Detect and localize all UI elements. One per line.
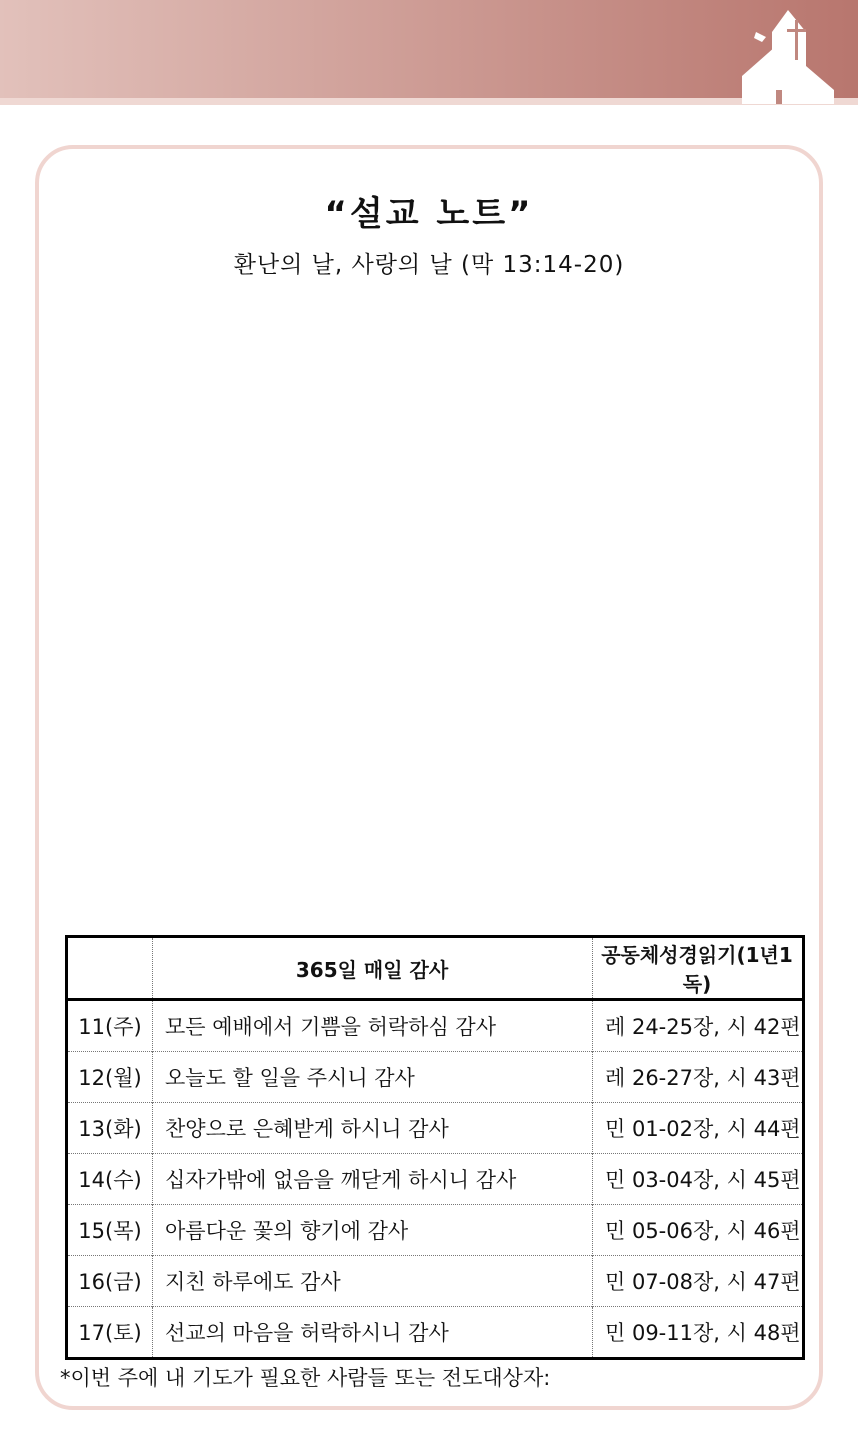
row-thanks: 찬양으로 은혜받게 하시니 감사: [153, 1103, 593, 1154]
row-thanks: 지친 하루에도 감사: [153, 1256, 593, 1307]
row-date: 17(토): [67, 1307, 153, 1359]
table-row: [67, 1052, 804, 1103]
church-icon: [736, 6, 836, 106]
row-thanks: 아름다운 꽃의 향기에 감사: [153, 1205, 593, 1256]
table-row: [67, 1307, 804, 1359]
row-date: 13(화): [67, 1103, 153, 1154]
row-reading: 레 24-25장, 시 42편: [605, 1015, 801, 1039]
row-date: 15(목): [67, 1205, 153, 1256]
page-title: “설교 노트”: [324, 194, 534, 234]
prayer-request-note: *이번 주에 내 기도가 필요한 사람들 또는 전도대상자:: [60, 1366, 551, 1390]
row-reading: 민 03-04장, 시 45편: [593, 1154, 804, 1205]
row-date: 16(금): [67, 1256, 153, 1307]
header-date: [67, 937, 153, 1000]
row-thanks: 십자가밖에 없음을 깨닫게 하시니 감사: [153, 1154, 593, 1205]
row-date: 14(수): [67, 1154, 153, 1205]
table-row: [67, 1256, 804, 1307]
row-thanks: 모든 예배에서 기쁨을 허락하심 감사: [153, 1000, 593, 1052]
table-header-row: [67, 937, 804, 1000]
row-thanks: 오늘도 할 일을 주시니 감사: [153, 1052, 593, 1103]
header-band: [0, 0, 858, 98]
row-date: 11(주): [67, 1000, 153, 1052]
row-reading: 민 09-11장, 시 48편: [593, 1307, 804, 1359]
table-row: [67, 1000, 804, 1052]
table-row: [67, 1103, 804, 1154]
sermon-subtitle: 환난의 날, 사랑의 날 (막 13:14-20): [233, 252, 625, 278]
row-reading: 민 05-06장, 시 46편: [593, 1205, 804, 1256]
row-reading: 민 01-02장, 시 44편: [593, 1103, 804, 1154]
weekly-schedule-table: [65, 935, 805, 1360]
header-thanks: 365일 매일 감사: [153, 937, 593, 1000]
table-row: [67, 1154, 804, 1205]
row-date: 12(월): [67, 1052, 153, 1103]
header-reading: 공동체성경읽기(1년1독): [593, 937, 804, 1000]
row-reading: 민 07-08장, 시 47편: [593, 1256, 804, 1307]
table-row: [67, 1205, 804, 1256]
header-divider: [0, 98, 858, 105]
row-thanks: 선교의 마음을 허락하시니 감사: [153, 1307, 593, 1359]
row-reading: 레 26-27장, 시 43편: [593, 1052, 804, 1103]
